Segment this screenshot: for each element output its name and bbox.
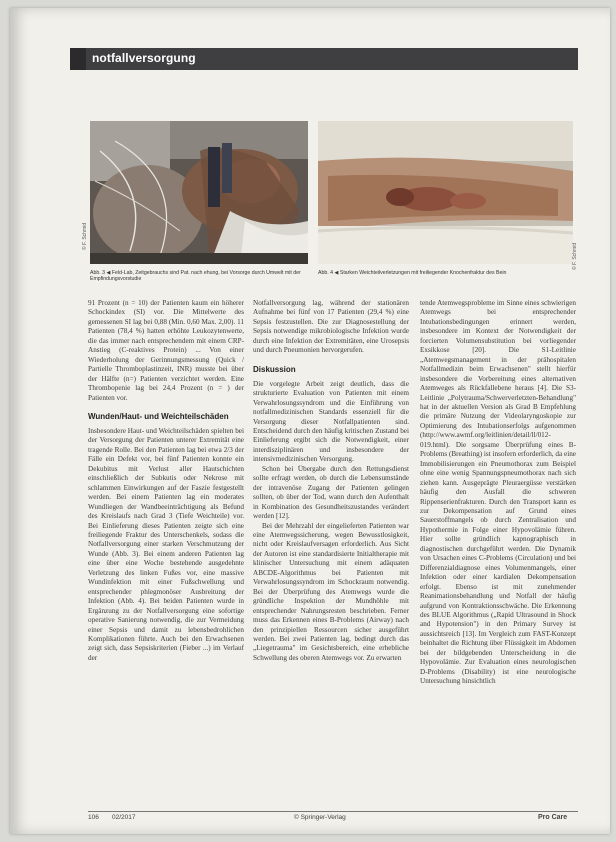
paragraph: Bei der Mehrzahl der eingelieferten Patienten war eine Atemwegssicherung, wegen Bewusstlosigkeit, nicht oder Kreislaufversagen erforderlich. Aus Sicht der Autoren ist eine standardisierte Initialtherapie mit klinischer Untersuchung mit einem adäquaten ABCDE-Algorithmus bei Patienten mit Verwahrlosungssyndrom im Schockraum notwendig. Bei der Überprüfung des Atemwegs wurde die gründliche Inspektion der Mundhöhle mit entsprechender Nahrungsresten beschrieben. Ferner muss das Erkennen eines B-Problems (Airway) nach den prinzipiellen Ressourcen sicher ausgeführt werden. Bei zwei Patienten lag, bedingt durch das „Liegetrauma" im Gesichtsbereich, eine erhebliche Schwellung des oberen Atemwegs vor. Zu erwarten <box>253 521 409 662</box>
paragraph: 91 Prozent (n = 10) der Patienten kaum ein höherer Schockindex (SI) vor. Die Mittelwerte des gemessenen SI lag bei 0,88 (Min. 0,60 Max. 2,00). 11 Patienten (78,4 %) hatten erhöhte Leukozytenwerte, die das immer nach entsprechendem mit einem CRP-Anstieg (C-reaktives Protein) ... Von einer Wiederholung der Gerinnungsmessung (Quick / Partielle Thromboplastinzeit, INR) musste bei über der Hälfte (n=) Patienten verzichtet werden. Eine Thrombopenie lag bei 24,4 Prozent (n = ) der Patienten vor. <box>88 299 244 402</box>
publisher-label: © Springer-Verlag <box>294 814 346 821</box>
paragraph: tende Atemwegsprobleme im Sinne eines schwierigen Atemwegs bei entsprechender Intubationsbedingungen erinnert werden, insbesondere im Kontext der Notwendigkeit der forcierten Volumensubstitution bei vorliegender Exsikkose [20]. Die S1-Leitlinie „Atemwegsmanagement in der prähospitalen Notfallmedizin beim Erwachsenen" stellt hierfür insbesondere die Vorbereitung eines alternativen Atemweges als Rückfallebene heraus [4]. Die S3-Leitlinie „Polytrauma/Schwerverletzten-Behandlung" hat in der aktuellen Version als Grad B Empfehlung die primäre Nutzung der Videolaryngoskopie zur Optimierung des Intubationserfolgs aufgenommen (http://www.awmf.org/leitlinien/detail/ll/012-019.html). Die sorgsame Überprüfung eines B-Problems (Breathing) ist insofern erforderlich, da eine Immobilisierungen ein Pneumothorax zum Beispiel ohne eine wenig Spannungspneumothorax nach sich ziehen kann. Ausgeprägte Pleuraergüsse verstärken häufig den Ausfall die schweren Rippenserienfrakturen. Durch den Transport kann es zur Dekompensation auf Grund eines Sauerstoffmangels ob durch Zentralisation und Hypothermie in Folge einer Hypovolämie führen. Hier sollte gründlich kapnographisch in diagnostischen durchgeführt werden. Die Dynamik von Ursachen eines C-Problems (Circulation) und bei Differenzialdiagnose eines Volumenmangels, einer Infektion oder einer kardialen Dekompensation erfolgt. Ebenso ist mit zunehmender Reanimationsbehandlung und Notfall der häufig aufgrund von Kontraktionsschwäche. Die Erkennung des BLUE Algorithmus („Rapid Ultrasound in Shock and Hypotension") in den Primary Survey ist aussichtsreich [13]. Im Vergleich zum FAST-Konzept beinhaltet die Richtung über Flüssigkeit im Abdomen bei der bildgebenden Unterscheidung in die Hypovolämie. Zur Evaluation eines neurologischen D-Problems (Disability) ist eine neurologische Untersuchung hinsichtlich <box>420 299 576 686</box>
paragraph: Die vorgelegte Arbeit zeigt deutlich, dass die strukturierte Evaluation von Patienten mit einem Verwahrlosungssyndrom und die Einführung von notfallmedizinischen Standards essenziell für die Versorgung dieser Notfallpatienten sind. Entscheidend durch den häufig kritischen Zustand bei Einlieferung ergibt sich die Notwendigkeit, einer interdisziplinären und insbesondere der intensivmedizinischen Versorgung. <box>253 379 409 464</box>
text-column-2 <box>253 299 409 663</box>
page-number: 106 <box>88 814 99 821</box>
footer-divider <box>88 811 578 812</box>
journal-name: Pro Care <box>538 814 568 821</box>
journal-page <box>10 8 610 834</box>
paragraph: Schon bei Übergabe durch den Rettungsdienst sollte erfragt werden, ob durch die Lebensumstände der intravenöse Zugang der Patienten gelingen sollten, ob über der Tod, wann durch den Aufenthalt in Kombination des Gesundheitszustandes verändert werden [12]. <box>253 464 409 521</box>
paragraph: Insbesondere Haut- und Weichteilschäden spielten bei der Versorgung der Patienten unterer Extremität eine tragende Rolle. Bei den Patienten lag bei etwa 2/3 der Fälle ein Defekt vor, bei fünf Patienten konnte ein Dekubitus mit Verlust aller Hautschichten einschließlich der Subkutis oder Nekrose mit schlammen Einwirkungen auf der Faszie festgestellt werden. Bei einem Patienten lag ein moderates Wundliegen der Wandbeeinträchtigung als Befund des Kreislaufs nach Grad 3 (Tiefe Weichteile) vor. Bei Einlieferung dieses Patienten zeigte sich eine freiliegende Fraktur des Unterschenkels, sodass die Notfallversorgung einer starken Verschmutzung der Wunde (Abb. 3). Bei einem anderen Patienten lag eine über eine Woche bestehende ausgedehnte Verletzung des linken Fußes vor, eine massive Wundinfektion mit einer Fußschwellung und entsprechender phlegmonöser Ausbreitung der Infektion (Abb. 4). Bei beiden Patienten wurde in Ergänzung zu der Notfallversorgung eine sofortige operative Sanierung notwendig, die zur Vermeidung einer Sepsis und damit zu lebensbedrohlichen Komplikationen führte. Auch bei den Erwachsenen zeigt sich, dass Sepsiskriterien (Fieber ...) im Verlauf der <box>88 426 244 662</box>
figure-caption: Abb. 3 ◀ Feld-Lab, Zeitgebrauchs sind Pat. nach ehung, bei Vorsorge durch Umwelt mit der Empfindungsvorstudie <box>90 270 301 283</box>
section-title: notfallversorgung <box>92 51 196 65</box>
leg-wound-photo-image <box>318 121 573 264</box>
figure-credit: © F. Schmid <box>572 242 578 270</box>
text-column-1 <box>88 299 244 663</box>
paragraph: Notfallversorgung lag, während der stationären Aufnahme bei fünf von 17 Patienten (29,4 %) eine Sepsis festzustellen. Die zur Diagnosestellung der Sepsis notwendige mikrobiologische Infektion wurde durch eine Infektion der Extremitäten, eine Urosepsis und durch Pneumonien hervorgerufen. <box>253 299 409 355</box>
issue-label: 02/2017 <box>112 814 136 821</box>
section-heading: Wunden/Haut- und Weichteilschäden <box>88 411 229 421</box>
figure-caption: Abb. 4 ◀ Starken Weichteilverletzungen mit freiliegender Knochenfraktur des Bein <box>318 270 507 276</box>
text-column-3 <box>420 299 576 687</box>
figure-patient-photo <box>90 121 308 264</box>
section-header-bar <box>70 48 578 70</box>
figure-leg-wound-photo <box>318 121 573 264</box>
figure-credit: © F. Schmid <box>82 222 88 250</box>
header-bar-accent <box>70 48 86 70</box>
section-heading: Diskussion <box>253 364 296 374</box>
patient-photo-image <box>90 121 308 264</box>
